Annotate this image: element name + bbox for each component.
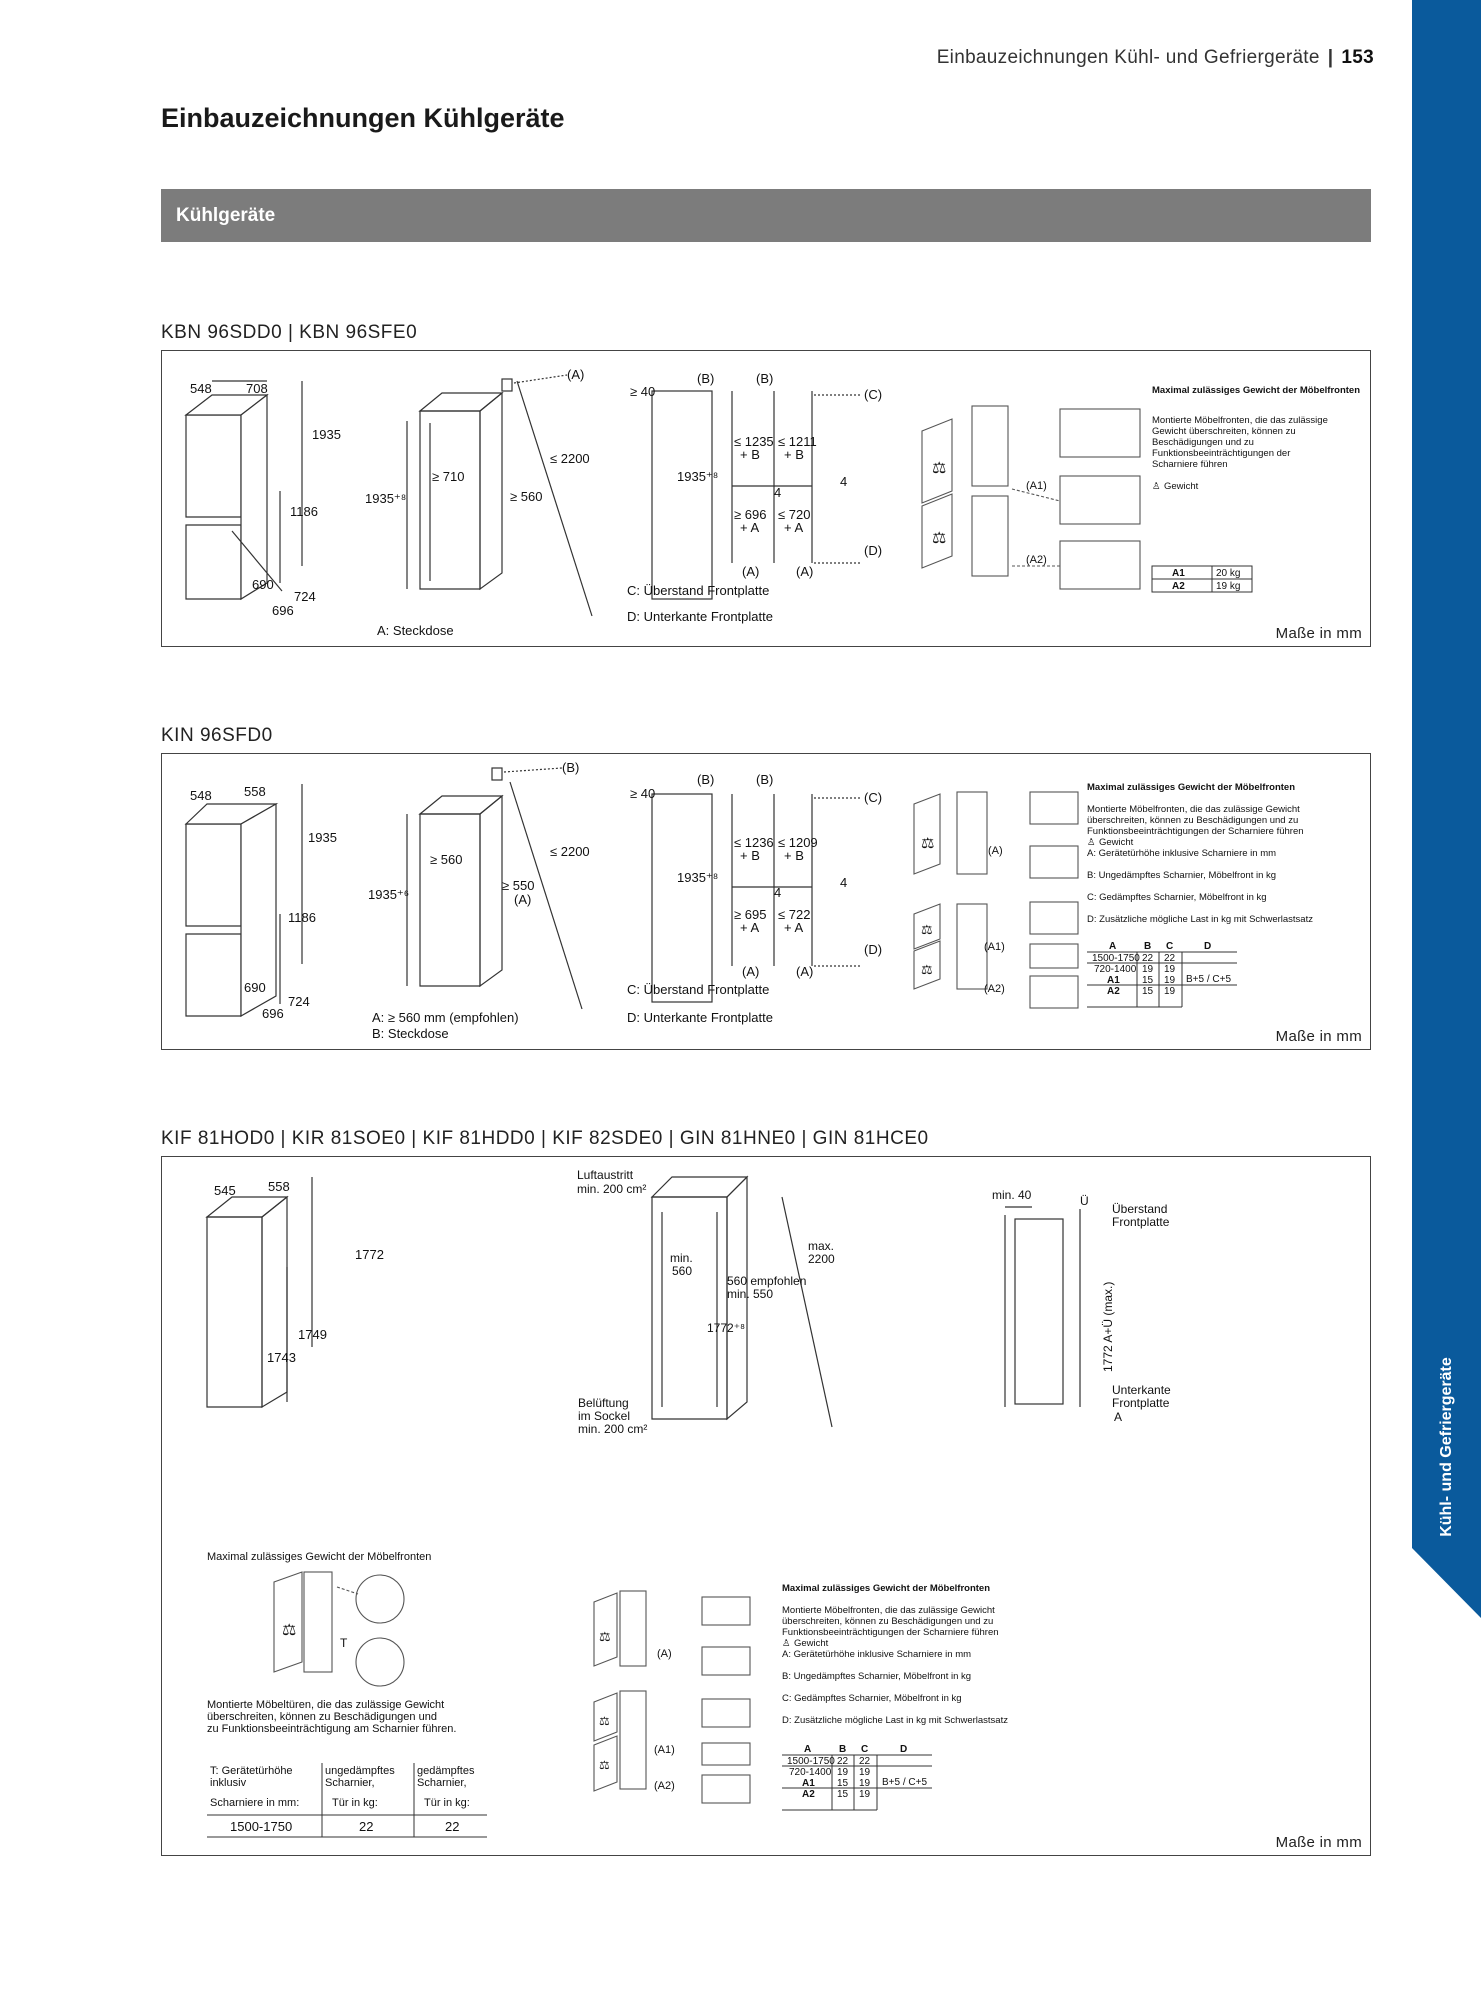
rec-2: min. 550 (727, 1287, 774, 1301)
table-cell: A2 (1107, 986, 1120, 997)
table-cell: 20 kg (1216, 568, 1241, 579)
dim-696: ≥ 696 (734, 507, 767, 522)
dim-724: 724 (288, 994, 310, 1009)
weight-legend: Gewicht (794, 1638, 829, 1649)
air-out-2: min. 200 cm² (577, 1182, 647, 1196)
weight-info (1087, 782, 1313, 925)
padlock-icon-2: ⚖ (599, 1714, 610, 1728)
dim-558: 558 (244, 784, 266, 799)
units-label: Maße in mm (1275, 1028, 1362, 1045)
rec-1: 560 empfohlen (727, 1274, 807, 1288)
table-cell: 19 (859, 1767, 871, 1778)
plus-b-1: + B (740, 447, 760, 462)
weight-left-text-2: überschreiten, können zu Beschädigungen und (207, 1711, 437, 1723)
padlock-icon-1: ⚖ (932, 460, 947, 477)
table-cell: 22 (1164, 953, 1176, 964)
niche-dims (577, 1168, 835, 1436)
header-separator: | (1327, 47, 1334, 68)
side-tab (1412, 0, 1481, 2000)
appliance-dims (214, 1179, 384, 1365)
table-header: C (861, 1744, 869, 1755)
table-cell: 19 (859, 1778, 871, 1789)
note-b: B: Steckdose (372, 1026, 449, 1041)
weight-legend: Gewicht (1164, 481, 1199, 492)
weight-left-text-3: zu Funktionsbeeinträchtigung am Scharnier führen. (207, 1723, 457, 1735)
table-cell-d: B+5 / C+5 (882, 1777, 928, 1788)
table-cell: 22 (1142, 953, 1154, 964)
page-number: 153 (1341, 47, 1374, 68)
ref-c: (C) (864, 790, 883, 805)
side-view-drawing (1005, 1207, 1080, 1407)
table-header: inklusiv (210, 1777, 247, 1789)
dim-1772: 1772 (355, 1247, 384, 1262)
table-header: A (804, 1744, 812, 1755)
appliance-drawing (186, 381, 302, 599)
table-header: gedämpftes (417, 1765, 475, 1777)
weight-legend-icon: ♙ (1152, 481, 1161, 492)
dim-696: 696 (262, 1006, 284, 1021)
niche-drawing (652, 1177, 835, 1427)
hinge-a1: (A1) (1026, 480, 1047, 492)
label-u: Ü (1080, 1194, 1089, 1208)
diagram-panel-1 (161, 350, 1371, 647)
dim-548: 548 (190, 381, 212, 396)
hinge-a: (A) (657, 1648, 672, 1660)
dim-710: ≥ 710 (432, 469, 465, 484)
ref-b-2: (B) (756, 772, 774, 787)
table-cell: 19 (837, 1767, 849, 1778)
panel2-title: KIN 96SFD0 (161, 725, 273, 746)
table-cell: 19 (1142, 964, 1154, 975)
weight-legend-icon: ♙ (1087, 837, 1096, 848)
table-cell: 22 (359, 1819, 374, 1834)
weight-legend-icon: ♙ (782, 1638, 791, 1649)
note-d: D: Unterkante Frontplatte (627, 609, 773, 624)
dim-4a: 4 (774, 885, 782, 900)
weight-right-text-2: überschreiten, können zu Beschädigungen und zu (782, 1616, 994, 1627)
overhang-1: Überstand (1112, 1202, 1168, 1216)
ref-a: (A) (514, 892, 532, 907)
ref-b: (B) (562, 760, 580, 775)
ref-a-2: (A) (796, 964, 814, 979)
table-cell: 19 (1164, 975, 1176, 986)
plus-a-1: + A (740, 520, 760, 535)
dim-695: ≥ 695 (734, 907, 767, 922)
ref-a: (A) (567, 367, 585, 382)
dim-1186: 1186 (290, 504, 318, 519)
label-a: A (1114, 1410, 1123, 1424)
ref-a-1: (A) (742, 964, 760, 979)
table-cell: 1500-1750 (230, 1819, 293, 1834)
legend-a: A: Gerätetürhöhe inklusive Scharniere in mm (1087, 848, 1277, 859)
units-label: Maße in mm (1275, 1834, 1362, 1851)
chapter-title: Einbauzeichnungen Kühl- und Gefriergeräte (936, 47, 1320, 68)
legend-c: C: Gedämpftes Scharnier, Möbelfront in kg (782, 1693, 962, 1704)
table-cell: 22 (837, 1756, 849, 1767)
dim-708: 708 (246, 381, 268, 396)
dim-560: ≥ 560 (430, 852, 463, 867)
legend-c: C: Gedämpftes Scharnier, Möbelfront in kg (1087, 892, 1267, 903)
ref-a-1: (A) (742, 564, 760, 579)
weight-info (1152, 385, 1360, 492)
note-a: A: ≥ 560 mm (empfohlen) (372, 1010, 519, 1025)
units-label: Maße in mm (1275, 625, 1362, 642)
table-header: T: Gerätetürhöhe (210, 1765, 293, 1777)
legend-d: D: Zusätzliche mögliche Last in kg mit Schwerlastsatz (782, 1715, 1008, 1726)
padlock-icon-2: ⚖ (932, 530, 947, 547)
ref-d: (D) (864, 543, 883, 558)
table-cell: A2 (1172, 581, 1185, 592)
front-dims (627, 772, 882, 1025)
weight-right-table (782, 1744, 932, 1810)
air-in-1: Belüftung (578, 1396, 629, 1410)
padlock-icon-3: ⚖ (599, 1758, 610, 1772)
table-cell: 22 (859, 1756, 871, 1767)
table-header: ungedämpftes (325, 1765, 395, 1777)
table-header: B (1144, 941, 1152, 952)
hinge-a2: (A2) (984, 983, 1005, 995)
hinge-a2: (A2) (1026, 554, 1047, 566)
weight-text-5: Scharniere führen (1152, 459, 1228, 470)
weight-table (1087, 941, 1237, 1007)
dim-1935-niche: 1935⁺⁸ (365, 491, 407, 506)
niche-drawing (407, 768, 582, 1009)
table-cell: 19 (859, 1789, 871, 1800)
under-1: Unterkante (1112, 1383, 1171, 1397)
plus-a-2: + A (784, 520, 804, 535)
hinge-drawing (914, 792, 1078, 1008)
plus-b-2: + B (784, 848, 804, 863)
weight-title: Maximal zulässiges Gewicht der Möbelfronten (1087, 782, 1295, 793)
panel1-drawing (162, 351, 1372, 648)
table-cell: 1500-1750 (787, 1756, 835, 1767)
dim-1186: 1186 (288, 910, 316, 925)
max-2: 2200 (808, 1252, 835, 1266)
table-header: Tür in kg: (332, 1797, 378, 1809)
dim-2200: ≤ 2200 (550, 451, 590, 466)
plus-b-1: + B (740, 848, 760, 863)
dim-720: ≤ 720 (778, 507, 811, 522)
padlock-icon: ⚖ (282, 1622, 297, 1639)
table-cell: 15 (1142, 975, 1154, 986)
side-view-labels (992, 1188, 1171, 1424)
running-header (937, 47, 1374, 69)
table-cell: A1 (1172, 568, 1185, 579)
appliance-drawing (207, 1177, 312, 1407)
legend-a: A: Gerätetürhöhe inklusive Scharniere in mm (782, 1649, 972, 1660)
dim-690: 690 (252, 577, 274, 592)
weight-text-3: Funktionsbeeinträchtigungen der Scharniere führen (1087, 826, 1304, 837)
dim-1935-front: 1935⁺⁸ (677, 870, 719, 885)
hinge-a1: (A1) (654, 1744, 675, 1756)
dim-560: ≥ 560 (510, 489, 543, 504)
min-40: min. 40 (992, 1188, 1032, 1202)
panel3-drawing (162, 1157, 1372, 1857)
weight-title: Maximal zulässiges Gewicht der Möbelfronten (1152, 385, 1360, 396)
legend-b: B: Ungedämpftes Scharnier, Möbelfront in kg (782, 1671, 972, 1682)
dim-40: ≥ 40 (630, 786, 656, 801)
weight-table (1152, 566, 1252, 592)
air-in-3: min. 200 cm² (578, 1422, 648, 1436)
dim-1935-front: 1935⁺⁸ (677, 469, 719, 484)
dim-1772-niche: 1772⁺⁸ (707, 1321, 746, 1335)
table-cell: 15 (837, 1778, 849, 1789)
note-d: D: Unterkante Frontplatte (627, 1010, 773, 1025)
dim-40: ≥ 40 (630, 384, 656, 399)
max-1: max. (808, 1239, 835, 1253)
panel3-title: KIF 81HOD0 | KIR 81SOE0 | KIF 81HDD0 | KIF 82SDE0 | GIN 81HNE0 | GIN 81HCE0 (161, 1128, 929, 1149)
dim-1935: 1935 (312, 427, 341, 442)
ref-b-1: (B) (697, 772, 715, 787)
table-cell: 19 (1164, 986, 1176, 997)
weight-right-title: Maximal zulässiges Gewicht der Möbelfronten (782, 1583, 990, 1594)
dim-1209: ≤ 1209 (778, 835, 818, 850)
dim-1211: ≤ 1211 (778, 434, 817, 449)
weight-text-4: Funktionsbeeinträchtigungen der (1152, 448, 1291, 459)
table-cell: 19 (1164, 964, 1176, 975)
section-bar: Kühlgeräte (161, 189, 1371, 242)
page-title: Einbauzeichnungen Kühlgeräte (161, 103, 565, 133)
dim-545: 545 (214, 1183, 236, 1198)
note-a: A: Steckdose (377, 623, 454, 638)
weight-legend: Gewicht (1099, 837, 1134, 848)
table-cell: A1 (802, 1778, 815, 1789)
padlock-icon-1: ⚖ (921, 835, 935, 852)
niche-drawing (407, 375, 592, 616)
table-cell: 15 (837, 1789, 849, 1800)
weight-right-text-1: Montierte Möbelfronten, die das zulässige Gewicht (782, 1605, 995, 1616)
diagram-panel-2 (161, 753, 1371, 1050)
table-cell-d: B+5 / C+5 (1186, 974, 1232, 985)
dim-696: 696 (272, 603, 294, 618)
weight-left-block (207, 1551, 487, 1837)
legend-d: D: Zusätzliche mögliche Last in kg mit Schwerlastsatz (1087, 914, 1313, 925)
weight-right-block (594, 1583, 1008, 1810)
table-cell: 19 kg (1216, 581, 1241, 592)
dim-722: ≤ 722 (778, 907, 811, 922)
side-height: 1772 A+Ü (max.) (1101, 1281, 1115, 1372)
hinge-a1: (A1) (984, 941, 1005, 953)
table-cell: A2 (802, 1789, 815, 1800)
padlock-icons (932, 460, 946, 547)
weight-right-text-3: Funktionsbeeinträchtigungen der Scharniere führen (782, 1627, 999, 1638)
plus-a-2: + A (784, 920, 804, 935)
table-header: C (1166, 941, 1174, 952)
table-header: Scharnier, (417, 1777, 467, 1789)
dim-1743: 1743 (267, 1350, 296, 1365)
table-header: Tür in kg: (424, 1797, 470, 1809)
table-cell: 720-1400 (789, 1767, 832, 1778)
ref-b-1: (B) (697, 371, 715, 386)
dim-1236: ≤ 1236 (734, 835, 774, 850)
min-1: min. (670, 1251, 693, 1265)
table-cell: 22 (445, 1819, 460, 1834)
diagram-panel-3 (161, 1156, 1371, 1856)
under-2: Frontplatte (1112, 1396, 1170, 1410)
air-out-1: Luftaustritt (577, 1168, 634, 1182)
dim-4b: 4 (840, 875, 848, 890)
dim-558: 558 (268, 1179, 290, 1194)
dim-548: 548 (190, 788, 212, 803)
plus-a-1: + A (740, 920, 760, 935)
weight-left-text-1: Montierte Möbeltüren, die das zulässige Gewicht (207, 1699, 445, 1711)
weight-text-2: überschreiten, können zu Beschädigungen und zu (1087, 815, 1299, 826)
table-header: B (839, 1744, 847, 1755)
panel2-drawing (162, 754, 1372, 1051)
table-cell: 15 (1142, 986, 1154, 997)
table-header: A (1109, 941, 1117, 952)
table-cell: 1500-1750 (1092, 953, 1140, 964)
plus-b-2: + B (784, 447, 804, 462)
dim-550: ≥ 550 (502, 878, 535, 893)
side-tab-text: Kühl- und Gefriergeräte (1437, 1357, 1455, 1537)
min-2: 560 (672, 1264, 693, 1278)
dim-1235: ≤ 1235 (734, 434, 774, 449)
hinge-a2: (A2) (654, 1780, 675, 1792)
dim-1935-niche: 1935⁺⁶ (368, 887, 410, 902)
ref-c: (C) (864, 387, 883, 402)
weight-text-1: Montierte Möbelfronten, die das zulässige Gewicht (1087, 804, 1300, 815)
overhang-2: Frontplatte (1112, 1215, 1170, 1229)
dim-690: 690 (244, 980, 266, 995)
panel1-title: KBN 96SDD0 | KBN 96SFE0 (161, 322, 418, 343)
table-cell: 720-1400 (1094, 964, 1137, 975)
table-header: Scharnier, (325, 1777, 375, 1789)
dim-4b: 4 (840, 474, 848, 489)
dim-1749: 1749 (298, 1327, 327, 1342)
legend-b: B: Ungedämpftes Scharnier, Möbelfront in kg (1087, 870, 1277, 881)
ref-b-2: (B) (756, 371, 774, 386)
weight-left-table (207, 1763, 487, 1837)
weight-text-1: Montierte Möbelfronten, die das zulässige (1152, 415, 1328, 426)
table-header: D (900, 1744, 908, 1755)
weight-text-3: Beschädigungen und zu (1152, 437, 1254, 448)
weight-text-2: Gewicht überschreiten, können zu (1152, 426, 1296, 437)
dim-1935: 1935 (308, 830, 337, 845)
hinge-a: (A) (988, 845, 1003, 857)
table-header: D (1204, 941, 1212, 952)
front-dims (627, 371, 882, 624)
table-header: Scharniere in mm: (210, 1797, 300, 1809)
label-t: T (340, 1636, 348, 1650)
table-cell: A1 (1107, 975, 1120, 986)
air-in-2: im Sockel (578, 1409, 631, 1423)
ref-a-2: (A) (796, 564, 814, 579)
padlock-icon-3: ⚖ (921, 962, 933, 977)
dim-2200: ≤ 2200 (550, 844, 590, 859)
dim-724: 724 (294, 589, 316, 604)
niche-dims (368, 760, 590, 1041)
note-c: C: Überstand Frontplatte (627, 583, 770, 598)
padlock-icon-2: ⚖ (921, 922, 933, 937)
side-tab-label (1412, 1322, 1481, 1572)
note-c: C: Überstand Frontplatte (627, 982, 770, 997)
padlock-icon-1: ⚖ (599, 1629, 611, 1644)
weight-left-title: Maximal zulässiges Gewicht der Möbelfronten (207, 1551, 432, 1563)
dim-4a: 4 (774, 485, 782, 500)
padlock-icons (921, 835, 934, 977)
ref-d: (D) (864, 942, 883, 957)
